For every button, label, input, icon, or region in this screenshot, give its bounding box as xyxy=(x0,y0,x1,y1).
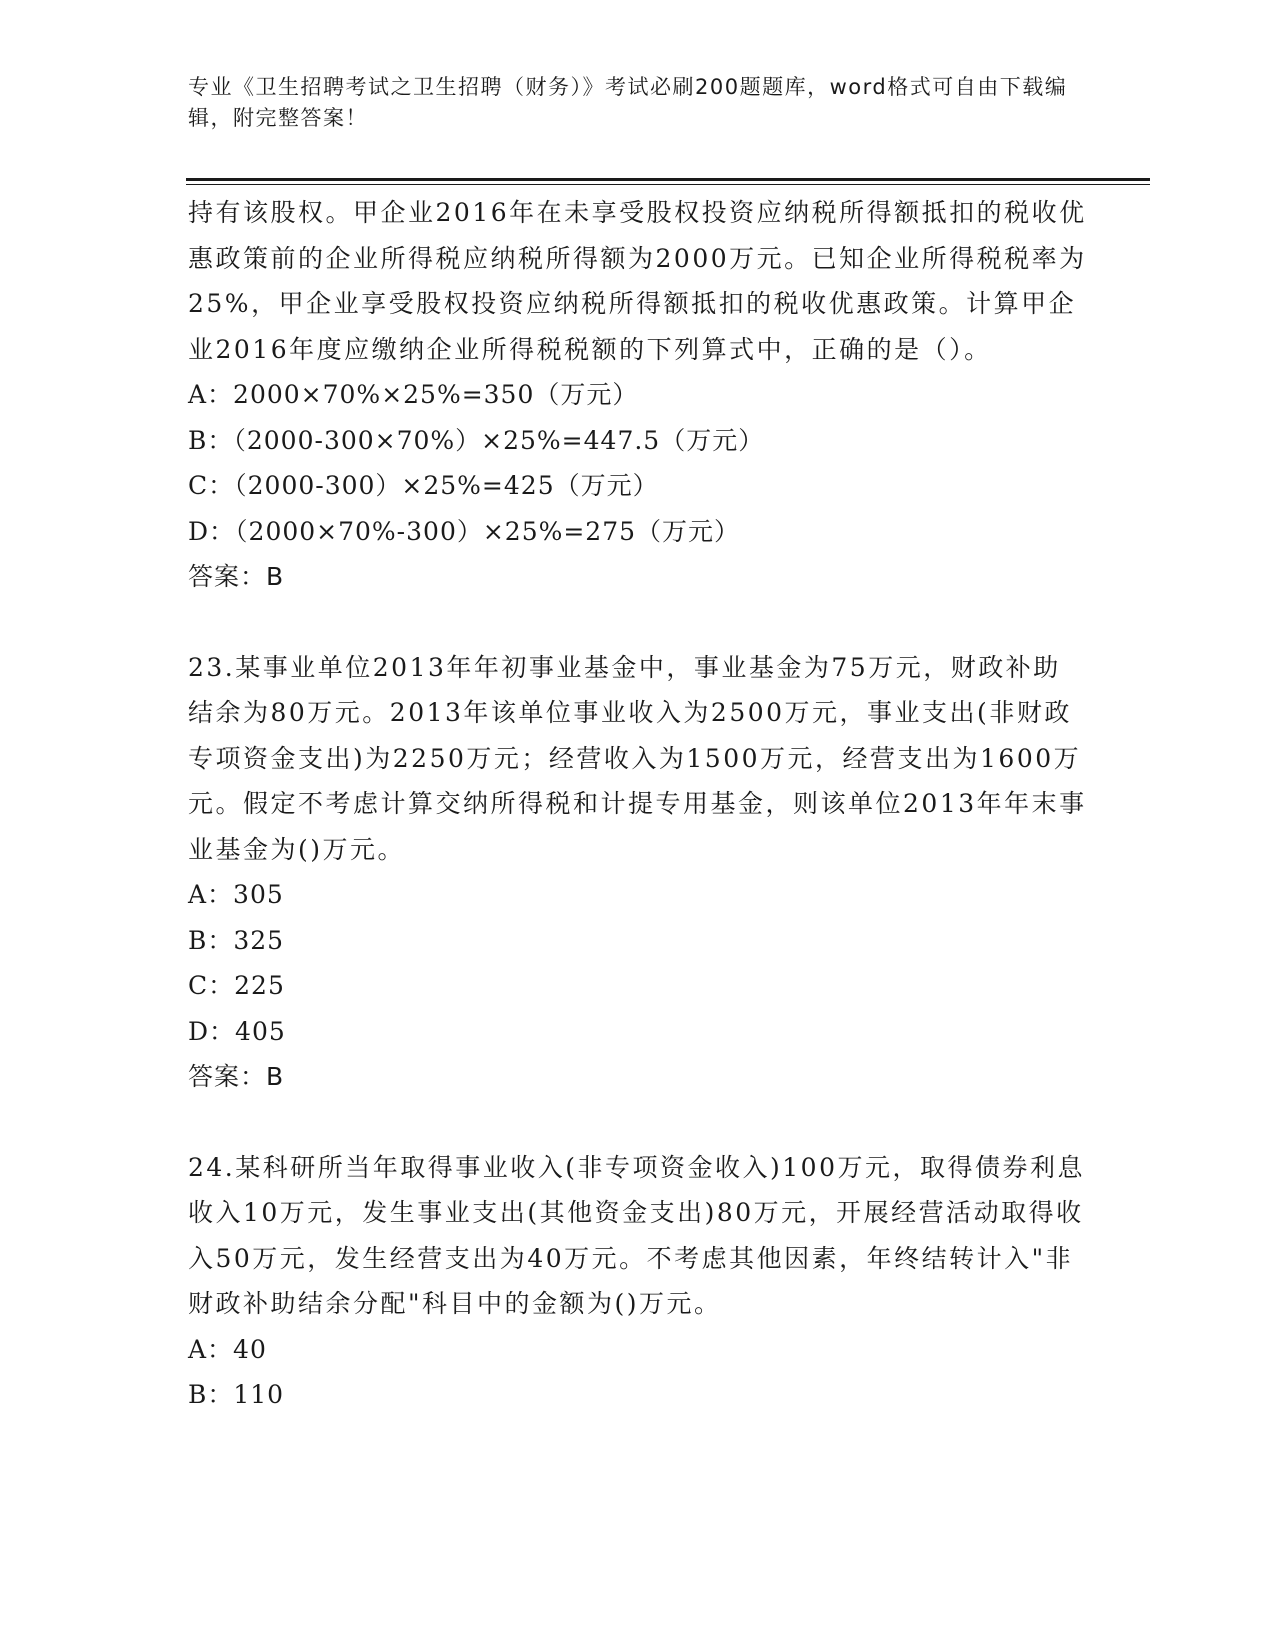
option-b: B：325 xyxy=(188,925,285,955)
option-d: D：（2000×70%-300）×25%=275（万元） xyxy=(188,516,741,546)
option-c: C：（2000-300）×25%=425（万元） xyxy=(188,471,659,500)
page-header: 专业《卫生招聘考试之卫生招聘（财务）》考试必刷200题题库，word格式可自由下载编辑，附完整答案！ xyxy=(188,75,1068,130)
header-divider xyxy=(186,178,1150,181)
spacer xyxy=(188,1100,1088,1145)
spacer xyxy=(188,600,1088,645)
option-a: A：40 xyxy=(188,1334,267,1364)
question-23 xyxy=(188,645,1088,1100)
question-stem: 持有该股权。甲企业2016年在未享受股权投资应纳税所得额抵扣的税收优惠政策前的企业所得税应纳税所得额为2000万元。已知企业所得税税率为25%，甲企业享受股权投资应纳税所得额抵扣的税收优惠政策。计算甲企业2016年度应缴纳企业所得税税额的下列算式中，正确的是（）。 xyxy=(188,198,1087,364)
option-a: A：305 xyxy=(188,880,284,909)
option-b: B：110 xyxy=(188,1380,285,1409)
option-b: B：（2000-300×70%）×25%=447.5（万元） xyxy=(188,425,765,455)
document-body xyxy=(188,190,1088,1418)
option-d: D：405 xyxy=(188,1016,286,1046)
question-stem: 24.某科研所当年取得事业收入(非专项资金收入)100万元，取得债券利息收入10万元，发生事业支出(其他资金支出)80万元，开展经营活动取得收入50万元，发生经营支出为40万元。不考虑其他因素，年终结转计入"非财政补助结余分配"科目中的金额为()万元。 xyxy=(188,1152,1085,1318)
option-c: C：225 xyxy=(188,971,285,1000)
question-22 xyxy=(188,190,1088,600)
answer-line: 答案：B xyxy=(188,562,285,591)
question-stem: 23.某事业单位2013年年初事业基金中，事业基金为75万元，财政补助结余为80万元。2013年该单位事业收入为2500万元，事业支出(非财政专项资金支出)为2250万元；经营收入为1500万元，经营支出为1600万元。假定不考虑计算交纳所得税和计提专用基金，则该单位2013年年末事业基金为()万元。 xyxy=(188,652,1087,864)
option-a: A：2000×70%×25%=350（万元） xyxy=(188,380,639,409)
question-24 xyxy=(188,1145,1088,1418)
answer-line: 答案：B xyxy=(188,1062,285,1091)
header-divider-thin xyxy=(186,184,1150,185)
